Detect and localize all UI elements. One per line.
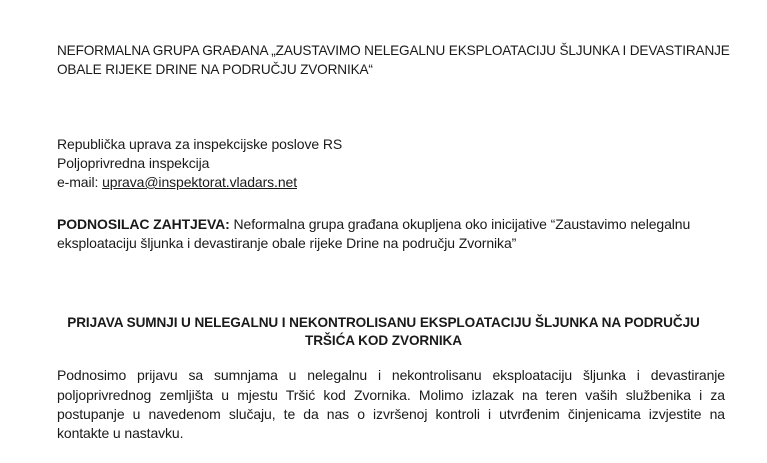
applicant-label: PODNOSILAC ZAHTJEVA: (57, 216, 230, 232)
applicant-text-1: Neformalna grupa građana okupljena oko inicijative “Zaustavimo nelegalnu (229, 216, 691, 232)
recipient-email-line (57, 173, 297, 191)
header-line-2: OBALE RIJEKE DRINE NA PODRUČJU ZVORNIKA“ (57, 62, 373, 77)
document-title-line-1: PRIJAVA SUMNJI U NELEGALNU I NEKONTROLISANU EKSPLOATACIJU ŠLJUNKA NA PODRUČJU (67, 315, 700, 330)
applicant-line-1 (57, 215, 690, 233)
recipient-department: Poljoprivredna inspekcija (57, 155, 210, 171)
body-line-2: poljoprivrednog zemljišta u mjestu Tršić kod Zvornika. Molimo izlazak na teren vaših službenika i za (57, 387, 725, 403)
body-line-4: kontakte u nastavku. (57, 425, 184, 441)
document-title-line-2: TRŠIĆA KOD ZVORNIKA (305, 333, 462, 348)
header-line-1: NEFORMALNA GRUPA GRAĐANA „ZAUSTAVIMO NELEGALNU EKSPLOATACIJU ŠLJUNKA I DEVASTIRANJE (57, 43, 730, 58)
body-line-1: Podnosimo prijavu sa sumnjama u nelegalnu i nekontrolisanu eksploataciju šljunka i devastiranje (57, 367, 725, 383)
body-line-3: postupanje u navedenom slučaju, te da nas o izvršenoj kontroli i utvrđenim činjenicama izvjestite na (57, 406, 725, 422)
applicant-line-2: eksploataciju šljunka i devastiranje obale rijeke Drine na području Zvornika” (57, 235, 517, 251)
recipient-name: Republička uprava za inspekcijske poslove RS (57, 136, 343, 152)
email-label: e-mail: (57, 174, 103, 190)
email-link[interactable]: uprava@inspektorat.vladars.net (102, 174, 297, 190)
